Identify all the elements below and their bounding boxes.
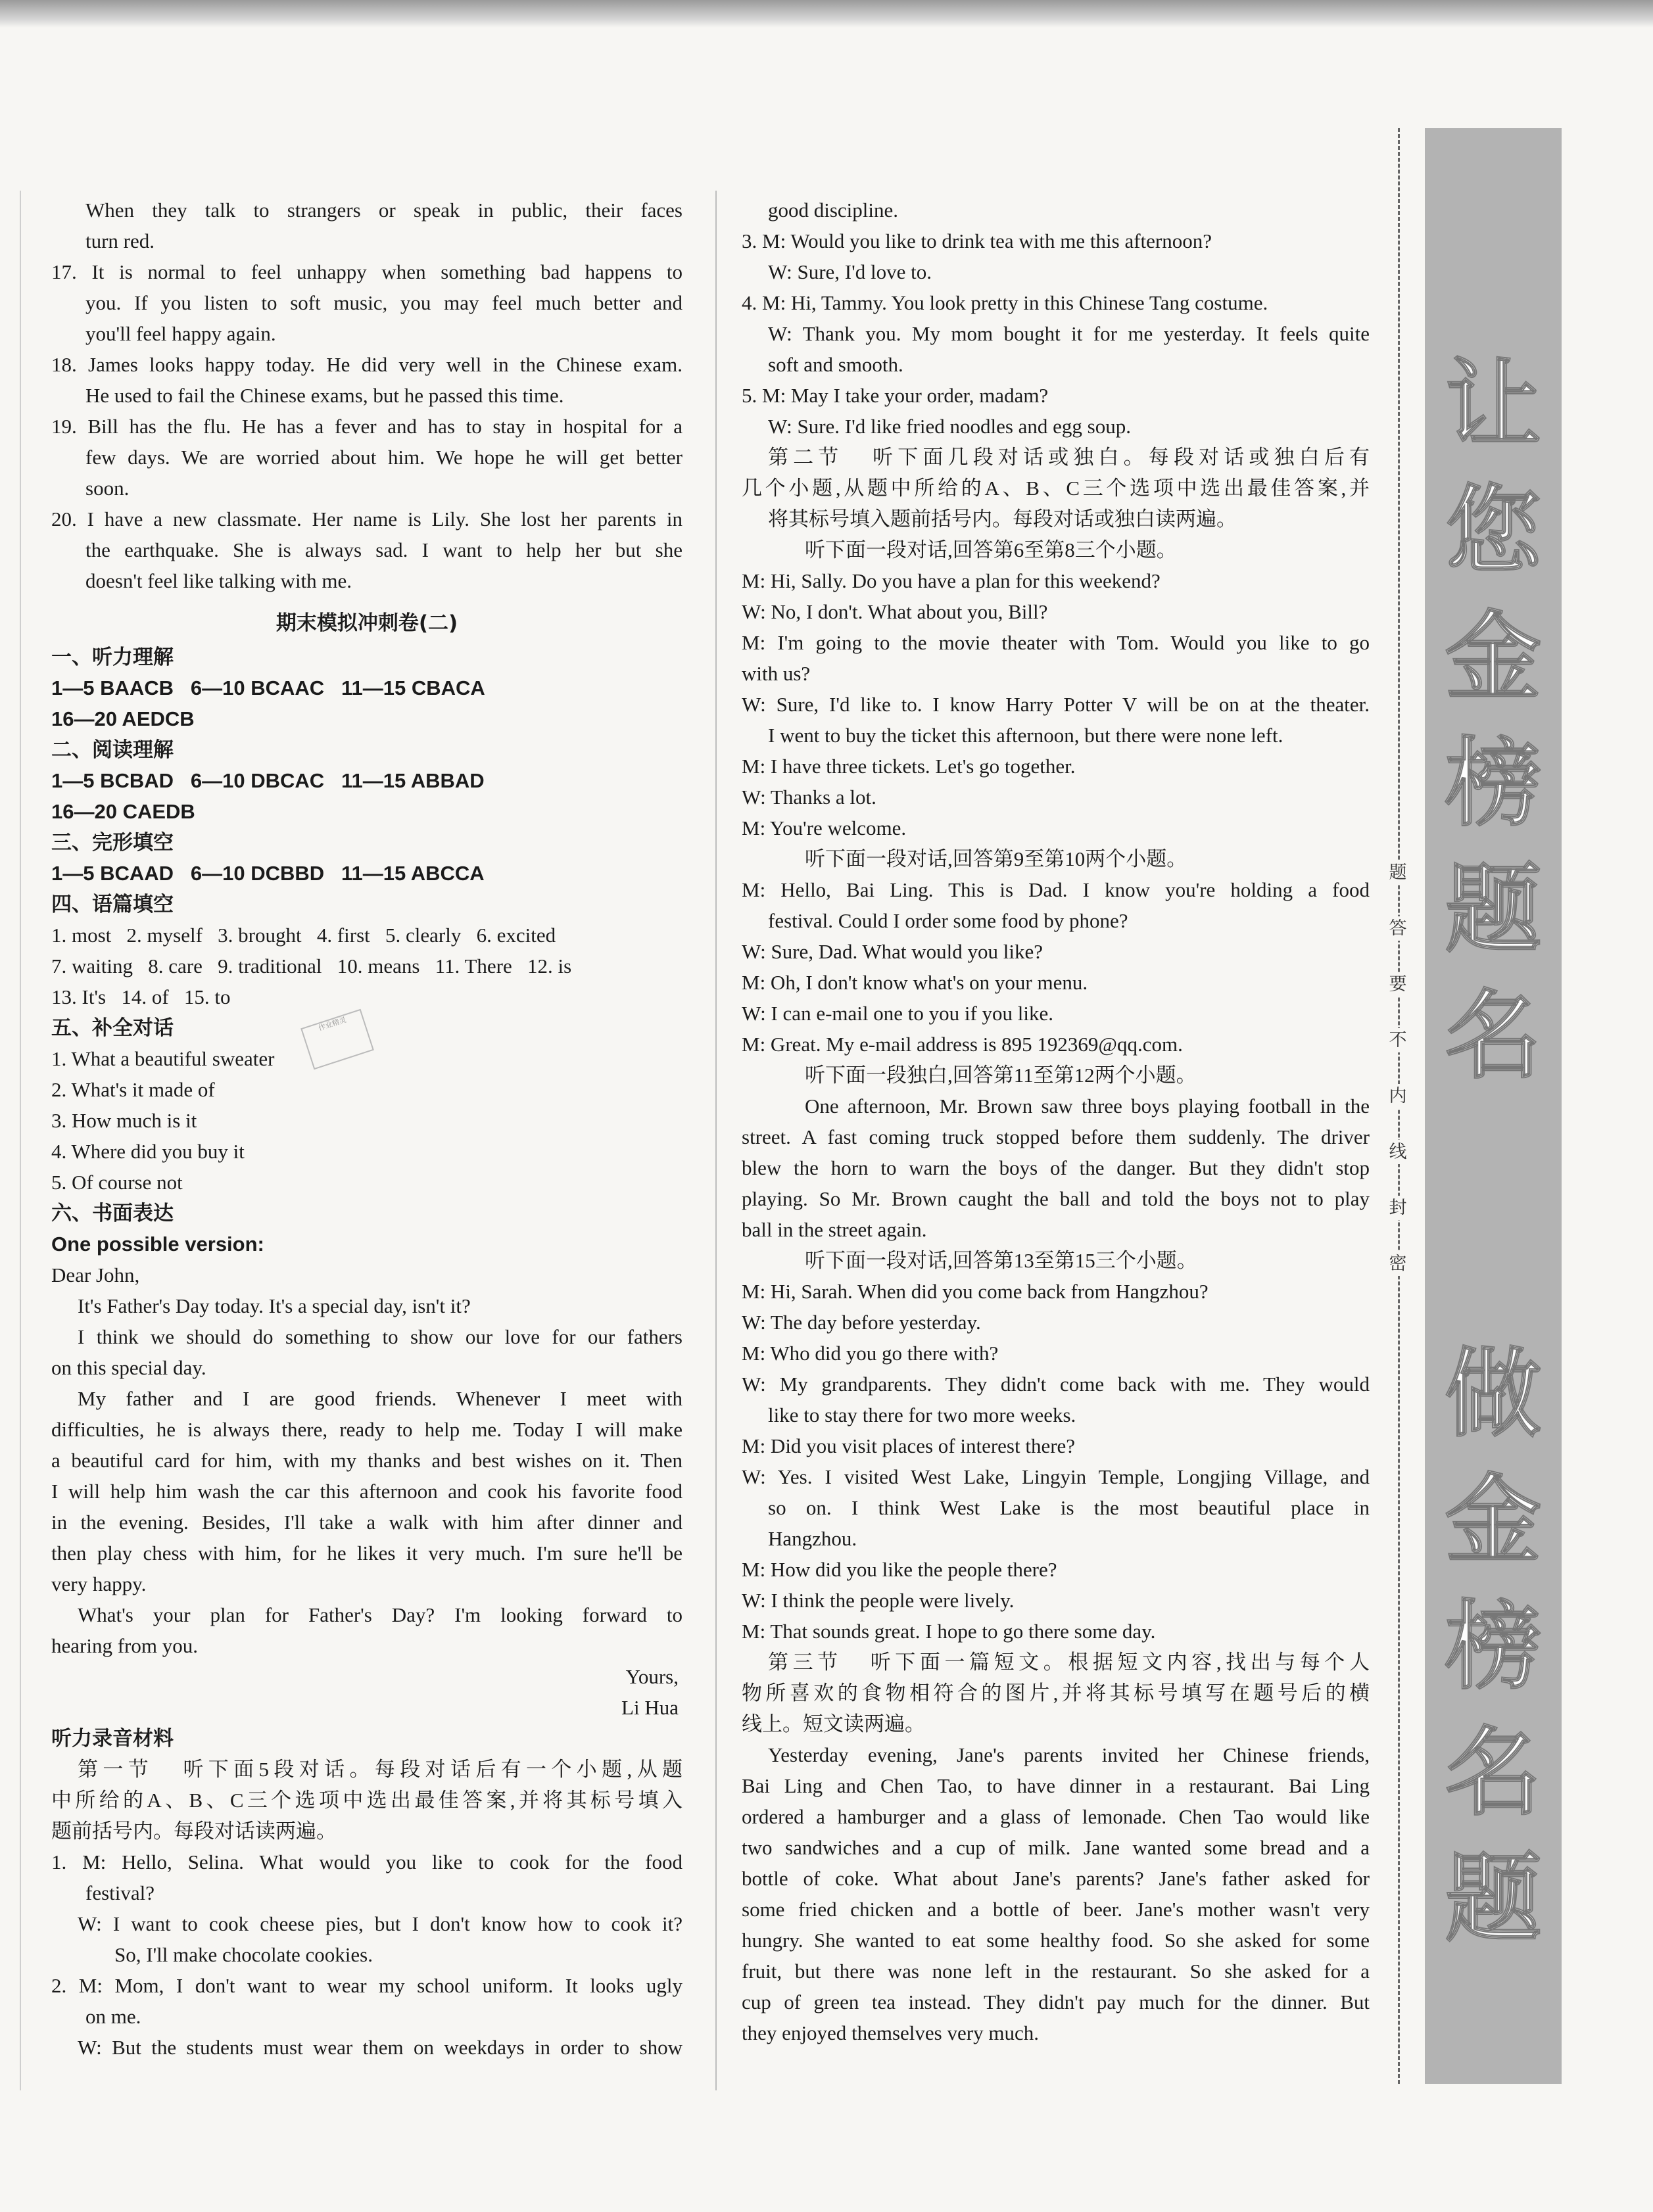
slogan-char: 金 [1445,601,1541,713]
script-line: blew the horn to warn the boys of the danger. But they didn't stop [742,1156,1370,1179]
left-margin-rule [20,191,21,2090]
script-line: W: The day before yesterday. [742,1311,981,1334]
dialogue-answer: 3. How much is it [51,1109,197,1132]
text-line: He used to fail the Chinese exams, but he passed this time. [85,384,564,407]
script-line: W: Sure, I'd love to. [768,260,932,283]
binding-warning [1385,845,1411,1292]
answers-cloze: 1—5 BCAAD 6—10 DCBBD 11—15 ABCCA [51,862,485,885]
binding-warning-char: 不 [1385,1012,1411,1068]
script-line: festival. Could I order some food by phone? [768,909,1128,932]
script-line: 几个小题,从题中所给的A、B、C三个选项中选出最佳答案,并 [742,477,1370,500]
script-line: M: Great. My e-mail address is 895 192369@qq.com. [742,1033,1183,1056]
slogan-char: 名 [1445,1716,1541,1829]
script-line: soft and smooth. [768,353,903,376]
script-line: festival? [85,1881,155,1904]
script-line: 听下面一段对话,回答第13至第15三个小题。 [805,1249,1197,1272]
right-column [742,195,1370,2048]
script-line: 第二节 听下面几段对话或独白。每段对话或独白后有 [768,446,1370,469]
script-line: bottle of coke. What about Jane's parents? Jane's father asked for [742,1867,1370,1890]
script-line: W: I can e-mail one to you if you like. [742,1002,1054,1025]
slogan-top [1425,342,1562,1099]
script-line: W: I think the people were lively. [742,1589,1015,1612]
script-line: 中所给的A、B、C三个选项中选出最佳答案,并将其标号填入 [51,1789,683,1812]
script-line: some fried chicken and a bottle of beer. Jane's mother wasn't very [742,1898,1370,1921]
left-column [51,195,683,2063]
text-line: the earthquake. She is always sad. I want to help her but she [85,538,683,561]
slogan-char: 题 [1445,853,1541,966]
binding-warning-char: 要 [1385,956,1411,1012]
script-line: 听下面一段对话,回答第6至第8三个小题。 [805,538,1177,561]
script-line: W: Thanks a lot. [742,786,876,809]
script-line: Bai Ling and Chen Tao, to have dinner in a restaurant. Bai Ling [742,1774,1370,1797]
exam-title: 期末模拟冲刺卷(二) [276,611,458,635]
script-line: 题前括号内。每段对话读两遍。 [51,1820,337,1843]
script-line: M: I'm going to the movie theater with Tom. Would you like to go [742,631,1370,654]
slogan-char: 让 [1445,348,1541,461]
letter-line: a beautiful card for him, with my thanks and best wishes on it. Then [51,1449,683,1472]
script-line: so on. I think West Lake is the most beautiful place in [768,1496,1370,1519]
script-line: good discipline. [768,199,899,222]
listening-script-continued [742,195,1370,2048]
slogan-char: 金 [1445,1464,1541,1576]
script-line: 2. M: Mom, I don't want to wear my school uniform. It looks ugly [51,1974,683,1997]
letter-line: Dear John, [51,1263,140,1286]
script-line: 听下面一段独白,回答第11至第12两个小题。 [805,1064,1197,1087]
script-line: ordered a hamburger and a glass of lemonade. Chen Tao would like [742,1805,1370,1828]
script-line: M: Hello, Bai Ling. This is Dad. I know you're holding a food [742,878,1370,901]
listening-script-part1 [51,1754,683,2063]
script-line: two sandwiches and a cup of milk. Jane wanted some bread and a [742,1836,1370,1859]
script-line: M: Hi, Sally. Do you have a plan for this weekend? [742,569,1161,592]
dialogue-answer: 5. Of course not [51,1171,183,1194]
listening-script-head: 听力录音材料 [51,1727,174,1750]
script-line: 5. M: May I take your order, madam? [742,384,1049,407]
binding-warning-char: 题 [1385,845,1411,901]
script-line: fruit, but there was none left in the restaurant. So she asked for a [742,1960,1370,1983]
answers-reading-a: 1—5 BCBAD 6—10 DBCAC 11—15 ABBAD [51,769,485,792]
answers-passage-fill-a: 1. most 2. myself 3. brought 4. first 5. clearly 6. excited [51,924,556,947]
text-line: few days. We are worried about him. We hope he will get better [85,446,683,469]
dialogue-answer: 2. What's it made of [51,1078,215,1101]
script-line: on me. [85,2005,141,2028]
sample-letter [51,1259,683,1661]
section-dialogue-head: 五、补全对话 [51,1016,174,1039]
letter-line: What's your plan for Father's Day? I'm looking forward to [78,1603,683,1626]
script-line: 3. M: Would you like to drink tea with me this afternoon? [742,229,1212,252]
script-line: W: Sure, Dad. What would you like? [742,940,1043,963]
script-line: cup of green tea instead. They didn't pay much for the dinner. But [742,1990,1370,2013]
letter-line: I think we should do something to show our love for our fathers [78,1325,683,1348]
script-line: street. A fast coming truck stopped before them suddenly. The driver [742,1125,1370,1148]
letter-line: in the evening. Besides, I'll take a walk with him after dinner and [51,1511,683,1534]
slogan-char: 您 [1445,475,1541,587]
script-line: ball in the street again. [742,1218,927,1241]
binding-warning-char: 答 [1385,901,1411,956]
possible-version-label: One possible version: [51,1233,264,1256]
script-line: 1. M: Hello, Selina. What would you like to cook for the food [51,1850,683,1873]
letter-line: difficulties, he is always there, ready to help me. Today I will make [51,1418,683,1441]
letter-line: My father and I are good friends. Whenever I meet with [78,1387,683,1410]
slogan-char: 名 [1445,979,1541,1092]
script-line: M: I have three tickets. Let's go together. [742,755,1076,778]
homework-stamp: 作业精灵 [300,1009,374,1070]
text-line: 20. I have a new classmate. Her name is Lily. She lost her parents in [51,507,683,530]
dialogue-answer: 1. What a beautiful sweater [51,1047,275,1070]
letter-line: very happy. [51,1572,147,1595]
script-line: 物所喜欢的食物相符合的图片,并将其标号填写在题号后的横 [742,1682,1370,1705]
script-line: like to stay there for two more weeks. [768,1403,1076,1426]
script-line: M: You're welcome. [742,816,907,839]
answers-listening-b: 16—20 AEDCB [51,707,195,730]
script-line: W: I want to cook cheese pies, but I don't know how to cook it? [78,1912,683,1935]
slogan-char: 榜 [1445,1590,1541,1703]
letter-line: hearing from you. [51,1634,198,1657]
dialogue-answer: 4. Where did you buy it [51,1140,245,1163]
section-reading-head: 二、阅读理解 [51,738,174,761]
script-line: M: How did you like the people there? [742,1558,1057,1581]
letter-line: then play chess with him, for he likes it very much. I'm sure he'll be [51,1541,683,1565]
section-writing-head: 六、书面表达 [51,1202,174,1225]
script-line: M: Oh, I don't know what's on your menu. [742,971,1088,994]
script-line: 4. M: Hi, Tammy. You look pretty in this Chinese Tang costume. [742,291,1268,314]
letter-closing: Yours, [625,1665,679,1688]
text-line: turn red. [85,229,155,252]
script-line: W: Yes. I visited West Lake, Lingyin Temple, Longjing Village, and [742,1465,1370,1488]
text-line: soon. [85,477,130,500]
slogan-bottom [1425,1331,1562,1962]
text-line: 18. James looks happy today. He did very well in the Chinese exam. [51,353,683,376]
section-passage-fill-head: 四、语篇填空 [51,893,174,916]
text-line: you. If you listen to soft music, you may feel much better and [85,291,683,314]
letter-line: It's Father's Day today. It's a special day, isn't it? [78,1294,471,1317]
script-line: M: Hi, Sarah. When did you come back from Hangzhou? [742,1280,1209,1303]
section-cloze-head: 三、完形填空 [51,831,174,854]
script-line: hungry. She wanted to eat some healthy food. So she asked for some [742,1929,1370,1952]
answers-passage-fill-b: 7. waiting 8. care 9. traditional 10. means 11. There 12. is [51,954,572,977]
letter-line: I will help him wash the car this afternoon and cook his favorite food [51,1480,683,1503]
text-line: 17. It is normal to feel unhappy when something bad happens to [51,260,683,283]
slogan-char: 榜 [1445,727,1541,839]
script-line: with us? [742,662,811,685]
text-line: When they talk to strangers or speak in public, their faces [85,199,683,222]
column-divider [715,191,717,2090]
answers-listening-a: 1—5 BAACB 6—10 BCAAC 11—15 CBACA [51,676,485,699]
script-line: 第一节 听下面5段对话。每段对话后有一个小题,从题 [78,1758,683,1781]
text-line: 19. Bill has the flu. He has a fever and has to stay in hospital for a [51,415,683,438]
script-line: Hangzhou. [768,1527,857,1550]
top-edge-shadow [0,0,1653,28]
slogan-char: 题 [1445,1843,1541,1955]
script-line: 听下面一段对话,回答第9至第10两个小题。 [805,847,1187,870]
script-line: W: But the students must wear them on weekdays in order to show [78,2036,683,2059]
script-line: W: My grandparents. They didn't come back with me. They would [742,1373,1370,1396]
script-line: Yesterday evening, Jane's parents invited her Chinese friends, [768,1743,1370,1766]
binding-warning-char: 封 [1385,1180,1411,1236]
slogan-char: 做 [1445,1338,1541,1450]
script-line: playing. So Mr. Brown caught the ball and told the boys not to play [742,1187,1370,1210]
listening-script-tail [51,195,683,596]
script-line: One afternoon, Mr. Brown saw three boys playing football in the [805,1094,1370,1118]
answers-passage-fill-c: 13. It's 14. of 15. to [51,985,231,1008]
script-line: M: Who did you go there with? [742,1342,999,1365]
script-line: 线上。短文读两遍。 [742,1712,925,1735]
answers-reading-b: 16—20 CAEDB [51,800,195,823]
script-line: 将其标号填入题前括号内。每段对话或独白读两遍。 [768,507,1237,530]
script-line: W: Sure. I'd like fried noodles and egg soup. [768,415,1131,438]
letter-signature: Li Hua [621,1696,679,1719]
script-line: W: No, I don't. What about you, Bill? [742,600,1048,623]
script-line: they enjoyed themselves very much. [742,2021,1039,2044]
binding-warning-char: 密 [1385,1236,1411,1292]
script-line: 第三节 听下面一篇短文。根据短文内容,找出与每个人 [768,1651,1370,1674]
section-listening-head: 一、听力理解 [51,646,174,669]
script-line: W: Thank you. My mom bought it for me yesterday. It feels quite [768,322,1370,345]
text-line: you'll feel happy again. [85,322,276,345]
binding-warning-char: 内 [1385,1068,1411,1124]
letter-line: on this special day. [51,1356,206,1379]
binding-warning-char: 线 [1385,1124,1411,1180]
script-line: I went to buy the ticket this afternoon, but there were none left. [768,724,1283,747]
script-line: M: That sounds great. I hope to go there some day. [742,1620,1156,1643]
script-line: So, I'll make chocolate cookies. [114,1943,373,1966]
script-line: M: Did you visit places of interest there? [742,1434,1076,1457]
text-line: doesn't feel like talking with me. [85,569,352,592]
script-line: W: Sure, I'd like to. I know Harry Potter V will be on at the theater. [742,693,1370,716]
